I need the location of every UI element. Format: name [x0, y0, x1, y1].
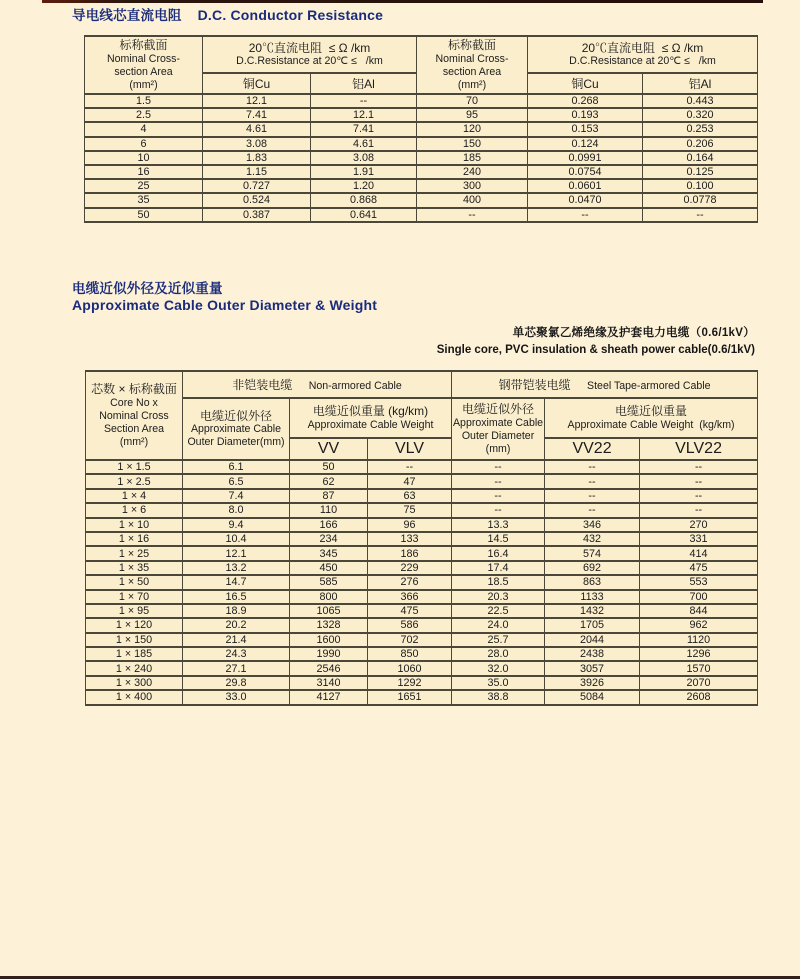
table-row	[86, 561, 758, 575]
table-cell: 1 × 25	[86, 546, 183, 560]
table-cell: 1 × 120	[86, 618, 183, 632]
table-cell: 133	[368, 532, 452, 546]
table-cell: 35	[85, 193, 203, 207]
table-row	[86, 398, 758, 438]
table-cell: 850	[368, 647, 452, 661]
section1-title-zh: 导电线芯直流电阻	[72, 8, 182, 23]
table-cell: 0.0754	[528, 165, 643, 179]
table-cell: 1.5	[85, 94, 203, 108]
table-cell: 5084	[545, 690, 640, 704]
table-cell: 0.0778	[643, 193, 758, 207]
table-row	[86, 532, 758, 546]
table-row	[86, 546, 758, 560]
table-cell: 1060	[368, 661, 452, 675]
t2-header-vlv22: VLV22	[640, 438, 758, 460]
table-cell: --	[640, 503, 758, 517]
table-cell: 1 × 6	[86, 503, 183, 517]
table-row	[86, 647, 758, 661]
table-cell: 3140	[290, 676, 368, 690]
table-cell: 6.5	[183, 474, 290, 488]
table-cell: 450	[290, 561, 368, 575]
table-cell: 1 × 185	[86, 647, 183, 661]
t1-header-nominal-area-left: 标称截面 Nominal Cross- section Area (mm²)	[85, 36, 203, 94]
table-cell: 50	[290, 460, 368, 474]
table-row	[86, 661, 758, 675]
table-cell: --	[545, 489, 640, 503]
table-row	[86, 371, 758, 398]
table-cell: 1 × 10	[86, 518, 183, 532]
table-cell: 1990	[290, 647, 368, 661]
top-edge-strip	[42, 0, 763, 3]
t1-header-nominal-area-right: 标称截面 Nominal Cross- section Area (mm²)	[417, 36, 528, 94]
table-cell: 3.08	[311, 151, 417, 165]
table-cell: 0.206	[643, 137, 758, 151]
table-cell: 27.1	[183, 661, 290, 675]
table-row	[86, 575, 758, 589]
table-cell: 0.524	[203, 193, 311, 207]
table-cell: 0.0991	[528, 151, 643, 165]
table-cell: 0.153	[528, 122, 643, 136]
table-row	[86, 633, 758, 647]
table-cell: 24.0	[452, 618, 545, 632]
table-cell: 25.7	[452, 633, 545, 647]
table-cell: 50	[85, 208, 203, 222]
table-cell: 1651	[368, 690, 452, 704]
t1-header-copper-right: 铜Cu	[528, 73, 643, 94]
table-cell: 7.41	[203, 108, 311, 122]
table-cell: 10.4	[183, 532, 290, 546]
table-cell: --	[311, 94, 417, 108]
table-cell: 1 × 2.5	[86, 474, 183, 488]
table-cell: 0.443	[643, 94, 758, 108]
table-cell: 29.8	[183, 676, 290, 690]
table-cell: 432	[545, 532, 640, 546]
table-cell: 700	[640, 590, 758, 604]
table-row	[85, 122, 758, 136]
table-cell: 331	[640, 532, 758, 546]
table-cell: 1120	[640, 633, 758, 647]
table-cell: 47	[368, 474, 452, 488]
table-cell: 1705	[545, 618, 640, 632]
table-cell: 2.5	[85, 108, 203, 122]
table-cell: 1 × 240	[86, 661, 183, 675]
table-cell: 3.08	[203, 137, 311, 151]
table-cell: --	[640, 460, 758, 474]
table-cell: 166	[290, 518, 368, 532]
table-row	[85, 165, 758, 179]
table-cell: 17.4	[452, 561, 545, 575]
table-cell: 12.1	[203, 94, 311, 108]
table-cell: --	[452, 503, 545, 517]
table-cell: 1 × 150	[86, 633, 183, 647]
table-cell: 1296	[640, 647, 758, 661]
table-cell: 0.868	[311, 193, 417, 207]
table-cell: 0.727	[203, 179, 311, 193]
table-cell: 0.164	[643, 151, 758, 165]
table-cell: 0.387	[203, 208, 311, 222]
table-cell: 20.3	[452, 590, 545, 604]
table-cell: 120	[417, 122, 528, 136]
table-cell: --	[545, 474, 640, 488]
t1-header-copper-left: 铜Cu	[203, 73, 311, 94]
table-cell: 1 × 1.5	[86, 460, 183, 474]
table-cell: 0.253	[643, 122, 758, 136]
table-cell: 0.268	[528, 94, 643, 108]
table-cell: 346	[545, 518, 640, 532]
table-cell: 270	[640, 518, 758, 532]
table-cell: 7.4	[183, 489, 290, 503]
table-cell: 8.0	[183, 503, 290, 517]
table-cell: 1.15	[203, 165, 311, 179]
table-row	[86, 518, 758, 532]
cable-table-body	[86, 460, 758, 705]
t1-header-resistance-group-left: 20℃直流电阻 ≤ Ω /km D.C.Resistance at 20℃ ≤ /km	[203, 36, 417, 73]
table-cell: 414	[640, 546, 758, 560]
table-cell: 1600	[290, 633, 368, 647]
table-cell: 16.5	[183, 590, 290, 604]
table-cell: 20.2	[183, 618, 290, 632]
section1-title-en: D.C. Conductor Resistance	[197, 7, 384, 23]
table-row	[85, 179, 758, 193]
table-cell: 1.83	[203, 151, 311, 165]
table-row	[86, 489, 758, 503]
table-row	[86, 460, 758, 474]
table-cell: 0.641	[311, 208, 417, 222]
t2-header-vv22: VV22	[545, 438, 640, 460]
table-cell: 1.91	[311, 165, 417, 179]
t1-header-aluminum-right: 铝Al	[643, 73, 758, 94]
table-cell: 3926	[545, 676, 640, 690]
table-cell: 345	[290, 546, 368, 560]
table-cell: --	[545, 460, 640, 474]
table-cell: 110	[290, 503, 368, 517]
table-row	[86, 676, 758, 690]
table-cell: 150	[417, 137, 528, 151]
table-cell: 0.125	[643, 165, 758, 179]
table-cell: 1 × 300	[86, 676, 183, 690]
table-cell: --	[640, 474, 758, 488]
table-cell: 16	[85, 165, 203, 179]
table-row	[85, 137, 758, 151]
section2-subtitle-zh: 单芯聚氯乙烯绝缘及护套电力电缆（0.6/1kV）	[512, 327, 755, 339]
section2-subtitle	[437, 325, 755, 359]
section2-title-zh: 电缆近似外径及近似重量	[72, 281, 223, 296]
table-cell: 24.3	[183, 647, 290, 661]
table-cell: 63	[368, 489, 452, 503]
table-cell: 702	[368, 633, 452, 647]
table-cell: 1133	[545, 590, 640, 604]
table-cell: 1 × 400	[86, 690, 183, 704]
table-cell: 1 × 35	[86, 561, 183, 575]
table-cell: 9.4	[183, 518, 290, 532]
table-row	[86, 474, 758, 488]
table-cell: 1 × 4	[86, 489, 183, 503]
table-cell: 185	[417, 151, 528, 165]
table-row	[86, 503, 758, 517]
table-cell: 4	[85, 122, 203, 136]
t2-header-steel-armored-group: 钢带铠装电缆 Steel Tape-armored Cable	[452, 371, 758, 398]
table-cell: 1570	[640, 661, 758, 675]
cable-diameter-weight-table	[85, 370, 758, 706]
table-cell: 1 × 70	[86, 590, 183, 604]
table-cell: 844	[640, 604, 758, 618]
table-row	[86, 618, 758, 632]
table-cell: 6	[85, 137, 203, 151]
dc-resistance-table-header	[85, 36, 758, 94]
table-cell: 87	[290, 489, 368, 503]
table-cell: 4.61	[203, 122, 311, 136]
t1-header-resistance-group-right: 20℃直流电阻 ≤ Ω /km D.C.Resistance at 20℃ ≤ /km	[528, 36, 758, 73]
table-cell: 0.193	[528, 108, 643, 122]
table-cell: 21.4	[183, 633, 290, 647]
table-cell: 16.4	[452, 546, 545, 560]
table-cell: --	[368, 460, 452, 474]
table-cell: 13.2	[183, 561, 290, 575]
table-cell: 553	[640, 575, 758, 589]
table-cell: 2546	[290, 661, 368, 675]
table-cell: 95	[417, 108, 528, 122]
section1-title	[72, 4, 383, 24]
table-row	[86, 690, 758, 704]
table-cell: 96	[368, 518, 452, 532]
table-cell: 586	[368, 618, 452, 632]
table-cell: 1 × 95	[86, 604, 183, 618]
table-cell: --	[452, 460, 545, 474]
table-cell: 2438	[545, 647, 640, 661]
table-cell: 229	[368, 561, 452, 575]
table-cell: 7.41	[311, 122, 417, 136]
table-cell: 574	[545, 546, 640, 560]
table-cell: 366	[368, 590, 452, 604]
table-cell: 3057	[545, 661, 640, 675]
table-row	[85, 108, 758, 122]
table-cell: 475	[640, 561, 758, 575]
table-cell: 1.20	[311, 179, 417, 193]
table-cell: 1 × 16	[86, 532, 183, 546]
section2-subtitle-en: Single core, PVC insulation & sheath power cable(0.6/1kV)	[436, 344, 755, 356]
table-cell: 35.0	[452, 676, 545, 690]
table-cell: --	[643, 208, 758, 222]
table-row	[86, 590, 758, 604]
t2-header-core-area: 芯数 × 标称截面 Core No x Nominal Cross Section Area (mm²)	[86, 371, 183, 460]
table-cell: 12.1	[183, 546, 290, 560]
dc-resistance-table-body	[85, 94, 758, 222]
table-cell: 585	[290, 575, 368, 589]
table-row	[85, 36, 758, 73]
table-cell: 800	[290, 590, 368, 604]
table-cell: 692	[545, 561, 640, 575]
table-cell: 28.0	[452, 647, 545, 661]
table-cell: 475	[368, 604, 452, 618]
table-cell: 962	[640, 618, 758, 632]
table-row	[85, 193, 758, 207]
table-cell: 6.1	[183, 460, 290, 474]
table-cell: 18.9	[183, 604, 290, 618]
table-cell: 4.61	[311, 137, 417, 151]
table-cell: 0.0601	[528, 179, 643, 193]
table-cell: 2070	[640, 676, 758, 690]
t2-header-od-nonarmored: 电缆近似外径 Approximate Cable Outer Diameter(mm)	[183, 398, 290, 460]
table-cell: 186	[368, 546, 452, 560]
table-cell: 2044	[545, 633, 640, 647]
table-row	[85, 94, 758, 108]
table-cell: 300	[417, 179, 528, 193]
table-cell: --	[417, 208, 528, 222]
dc-resistance-table	[84, 35, 758, 223]
table-row	[85, 208, 758, 222]
table-cell: --	[528, 208, 643, 222]
table-cell: 1065	[290, 604, 368, 618]
table-cell: 1432	[545, 604, 640, 618]
table-cell: 12.1	[311, 108, 417, 122]
t2-header-nonarmored-group: 非铠装电缆 Non-armored Cable	[183, 371, 452, 398]
table-row	[85, 151, 758, 165]
table-cell: 18.5	[452, 575, 545, 589]
t2-header-od-armored: 电缆近似外径 Approximate Cable Outer Diameter (mm)	[452, 398, 545, 460]
table-cell: 4127	[290, 690, 368, 704]
t2-header-weight-nonarmored: 电缆近似重量 (kg/km) Approximate Cable Weight	[290, 398, 452, 438]
table-row	[86, 604, 758, 618]
table-cell: 25	[85, 179, 203, 193]
table-cell: 0.124	[528, 137, 643, 151]
t2-header-vv: VV	[290, 438, 368, 460]
table-cell: 14.7	[183, 575, 290, 589]
table-cell: --	[545, 503, 640, 517]
cable-table-header	[86, 371, 758, 460]
table-cell: 1292	[368, 676, 452, 690]
t2-header-vlv: VLV	[368, 438, 452, 460]
table-cell: 0.0470	[528, 193, 643, 207]
table-cell: 22.5	[452, 604, 545, 618]
table-cell: 240	[417, 165, 528, 179]
section2-title-en-row	[72, 297, 377, 313]
table-cell: 1 × 50	[86, 575, 183, 589]
table-cell: 13.3	[452, 518, 545, 532]
t1-header-aluminum-left: 铝Al	[311, 73, 417, 94]
table-cell: --	[640, 489, 758, 503]
table-cell: 0.100	[643, 179, 758, 193]
table-cell: 0.320	[643, 108, 758, 122]
table-cell: 276	[368, 575, 452, 589]
table-cell: 14.5	[452, 532, 545, 546]
table-cell: 1328	[290, 618, 368, 632]
table-cell: 70	[417, 94, 528, 108]
table-cell: 62	[290, 474, 368, 488]
table-cell: 400	[417, 193, 528, 207]
table-cell: 863	[545, 575, 640, 589]
table-cell: 32.0	[452, 661, 545, 675]
section2-title-en: Approximate Cable Outer Diameter & Weight	[72, 297, 378, 313]
section2-title-zh-row	[72, 277, 223, 297]
table-cell: 75	[368, 503, 452, 517]
table-cell: 234	[290, 532, 368, 546]
table-cell: 38.8	[452, 690, 545, 704]
table-cell: 33.0	[183, 690, 290, 704]
table-cell: --	[452, 489, 545, 503]
t2-header-weight-armored: 电缆近似重量 Approximate Cable Weight (kg/km)	[545, 398, 758, 438]
table-cell: 2608	[640, 690, 758, 704]
table-cell: --	[452, 474, 545, 488]
table-cell: 10	[85, 151, 203, 165]
